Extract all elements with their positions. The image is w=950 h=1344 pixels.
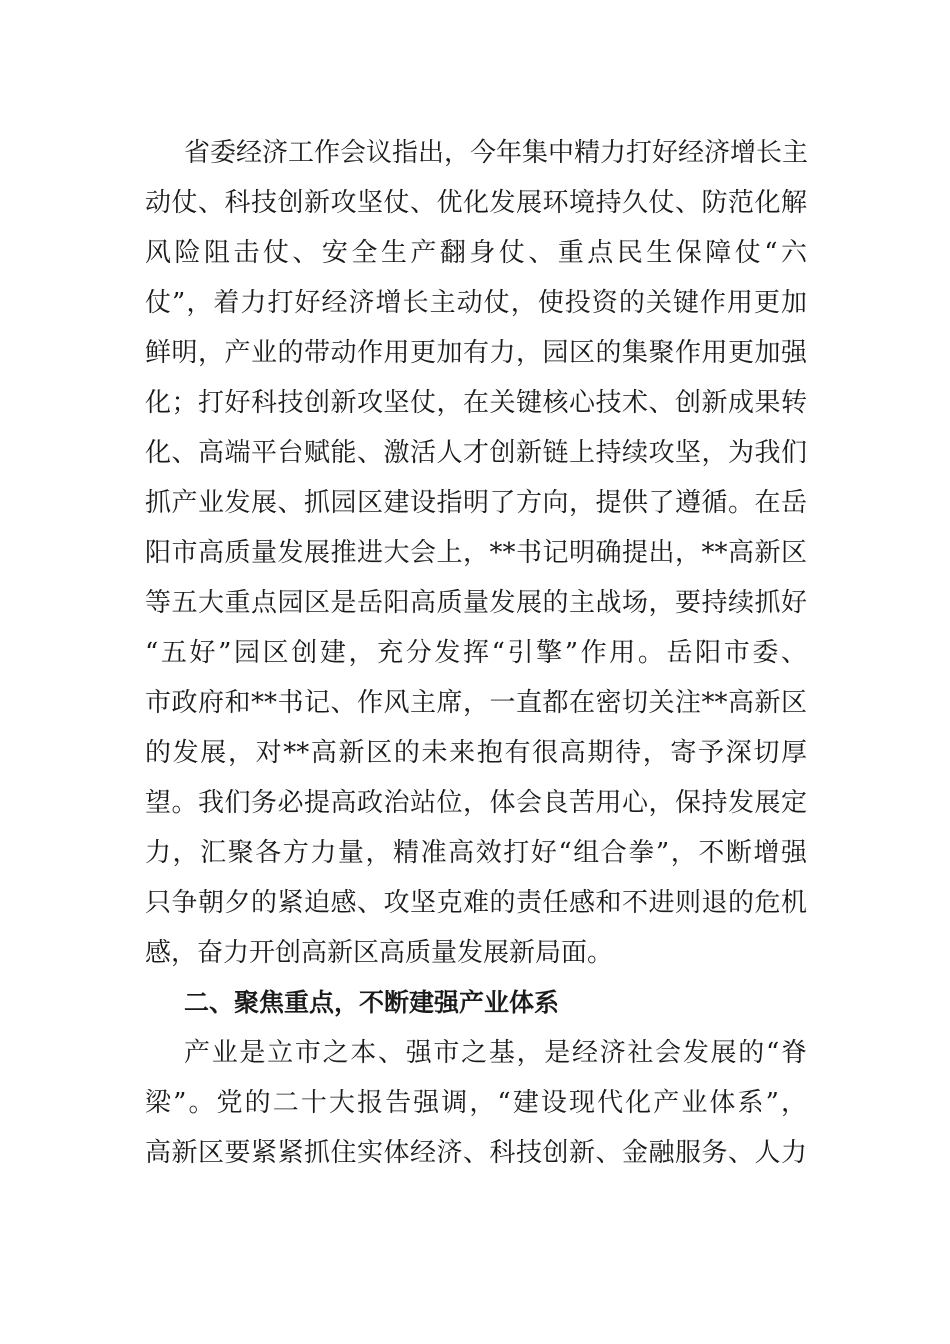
paragraph-line: 感，奋力开创高新区高质量发展新局面。 bbox=[145, 938, 614, 968]
paragraph-line: 产业是立市之本、强市之基，是经济社会发展的“脊 bbox=[184, 1038, 807, 1068]
paragraph-line: 化、高端平台赋能、激活人才创新链上持续攻坚，为我们 bbox=[145, 438, 807, 468]
paragraph-line: 望。我们务必提高政治站位，体会良苦用心，保持发展定 bbox=[145, 788, 807, 818]
paragraph-line: 市政府和**书记、作风主席，一直都在密切关注**高新区 bbox=[145, 688, 807, 718]
paragraph-line: 动仗、科技创新攻坚仗、优化发展环境持久仗、防范化解 bbox=[145, 188, 807, 218]
paragraph-line: 仗”，着力打好经济增长主动仗，使投资的关键作用更加 bbox=[145, 288, 807, 318]
paragraph-line: 力，汇聚各方力量，精准高效打好“组合拳”，不断增强 bbox=[145, 838, 807, 868]
paragraph-line: 省委经济工作会议指出，今年集中精力打好经济增长主 bbox=[184, 138, 809, 168]
section-heading: 二、聚焦重点，不断建强产业体系 bbox=[184, 988, 560, 1017]
paragraph-line: 等五大重点园区是岳阳高质量发展的主战场，要持续抓好 bbox=[145, 588, 807, 618]
paragraph-line: 化；打好科技创新攻坚仗，在关键核心技术、创新成果转 bbox=[145, 388, 807, 418]
paragraph-line: 抓产业发展、抓园区建设指明了方向，提供了遵循。在岳 bbox=[145, 488, 807, 518]
paragraph-line: “五好”园区创建，充分发挥“引擎”作用。岳阳市委、 bbox=[145, 638, 807, 668]
paragraph-line: 风险阻击仗、安全生产翻身仗、重点民生保障仗“六 bbox=[145, 238, 807, 268]
paragraph-line: 的发展，对**高新区的未来抱有很高期待，寄予深切厚 bbox=[145, 738, 807, 768]
paragraph-line: 只争朝夕的紧迫感、攻坚克难的责任感和不进则退的危机 bbox=[145, 888, 807, 918]
paragraph-line: 阳市高质量发展推进大会上，**书记明确提出，**高新区 bbox=[145, 538, 807, 568]
paragraph-line: 鲜明，产业的带动作用更加有力，园区的集聚作用更加强 bbox=[145, 338, 807, 368]
paragraph-line: 梁”。党的二十大报告强调，“建设现代化产业体系”， bbox=[145, 1088, 807, 1118]
paragraph-line: 高新区要紧紧抓住实体经济、科技创新、金融服务、人力 bbox=[145, 1138, 807, 1168]
